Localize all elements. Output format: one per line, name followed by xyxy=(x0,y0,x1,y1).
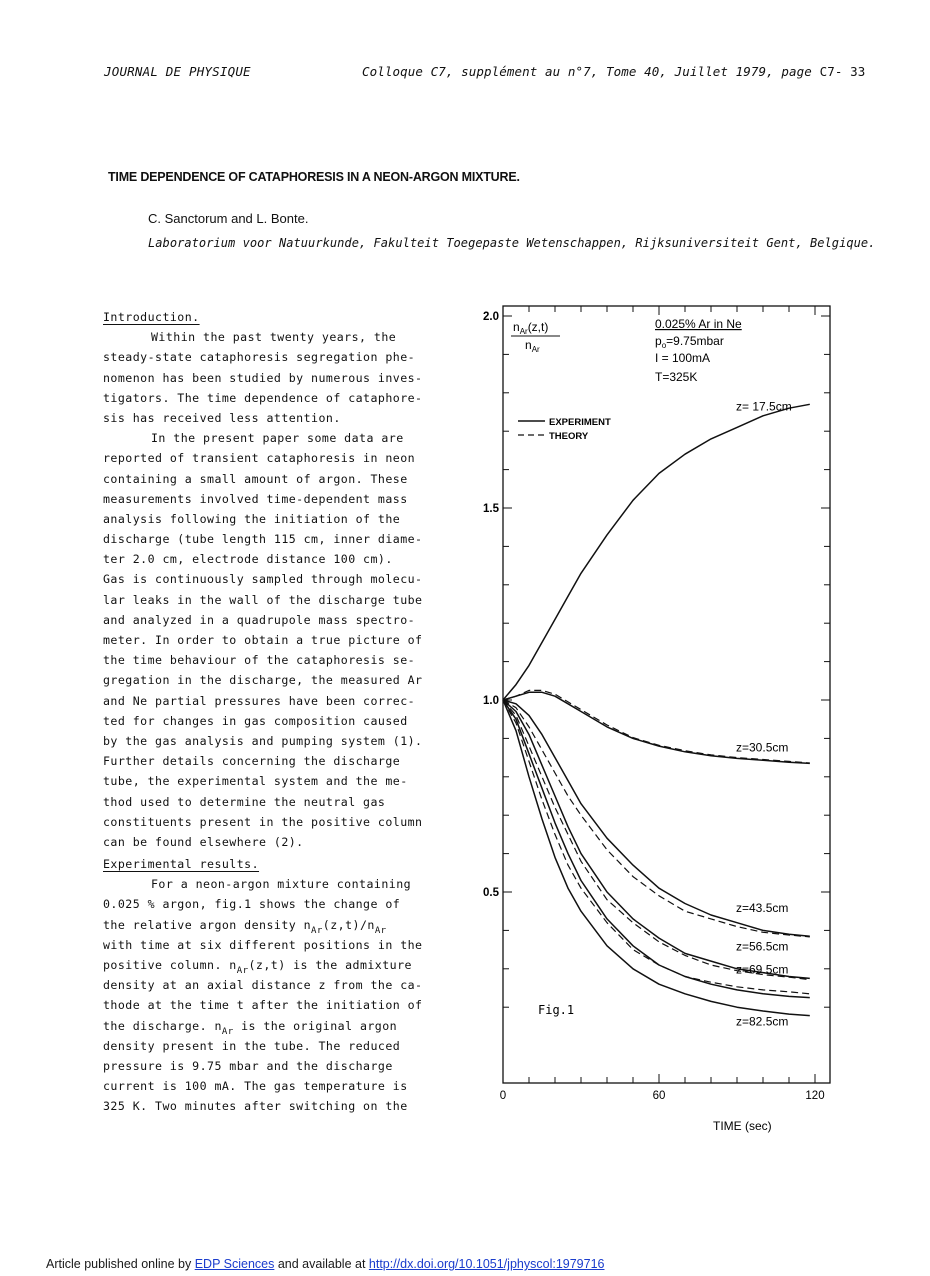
colloque-reference xyxy=(362,64,865,79)
results-line: with time at six different positions in the xyxy=(103,937,423,952)
y-axis-label-denominator: $n_{Ar}$ xyxy=(525,338,540,354)
doi-link[interactable]: http://dx.doi.org/10.1051/jphyscol:1979716 xyxy=(368,1257,605,1271)
data-series xyxy=(503,404,810,1015)
condition-current: I = 100mA xyxy=(655,351,711,365)
edp-sciences-link[interactable]: EDP Sciences xyxy=(194,1257,275,1271)
affiliation: Laboratorium voor Natuurkunde, Fakulteit Toegepaste Wetenschappen, Rijksuniversiteit Gent, Belgique. xyxy=(148,236,876,250)
results-text: the relative argon density n xyxy=(103,917,312,932)
x-axis-label: TIME (sec) xyxy=(713,1119,772,1133)
results-line: 0.025 % argon, fig.1 shows the change of xyxy=(103,897,401,912)
paragraph-line: Within the past twenty years, the xyxy=(151,330,397,345)
results-line xyxy=(103,955,463,975)
results-heading: Experimental results. xyxy=(103,857,260,872)
paragraph-line: constituents present in the positive column xyxy=(103,814,423,829)
paragraph-line: lar leaks in the wall of the discharge tube xyxy=(103,592,423,607)
paragraph-line: tube, the experimental system and the me- xyxy=(103,774,408,789)
legend-theory-label: THEORY xyxy=(549,431,589,442)
paragraph-line: can be found elsewhere (2). xyxy=(103,834,304,849)
paragraph-line: gregation in the discharge, the measured Ar xyxy=(103,673,423,688)
footer-text: and available at xyxy=(274,1257,369,1271)
figure-1-chart xyxy=(470,298,850,1148)
paragraph-line: In the present paper some data are xyxy=(151,431,404,446)
results-text: (z,t)/n xyxy=(322,917,375,932)
results-line: current is 100 mA. The gas temperature is xyxy=(103,1079,408,1094)
curve-label: z=69.5cm xyxy=(736,962,789,977)
curve-label: z=82.5cm xyxy=(736,1014,789,1029)
subscript-ar: Ar xyxy=(236,966,249,976)
intro-paragraph-2 xyxy=(103,428,463,852)
condition-temperature: T=325K xyxy=(655,370,698,384)
intro-heading: Introduction. xyxy=(103,310,200,324)
paragraph-line: steady-state cataphoresis segregation phe- xyxy=(103,350,416,365)
paragraph-line: thod used to determine the neutral gas xyxy=(103,794,386,809)
paragraph-line: the time behaviour of the cataphoresis se- xyxy=(103,653,416,668)
y-tick-label: 1.5 xyxy=(483,503,499,515)
subscript-ar: Ar xyxy=(221,1026,234,1037)
paragraph-line: Gas is continuously sampled through molecu- xyxy=(103,572,423,587)
figure-label: Fig.1 xyxy=(538,1003,575,1017)
y-tick-label: 2.0 xyxy=(483,311,499,323)
authors: C. Sanctorum and L. Bonte. xyxy=(148,211,309,226)
paragraph-line: sis has received less attention. xyxy=(103,410,341,425)
paragraph-line: tigators. The time dependence of cataphore- xyxy=(103,390,423,405)
results-line: thode at the time t after the initiation of xyxy=(103,998,423,1013)
results-text: positive column. n xyxy=(103,958,237,972)
results-text: the discharge. n xyxy=(103,1018,222,1033)
results-line: pressure is 9.75 mbar and the discharge xyxy=(103,1058,393,1073)
results-line: For a neon-argon mixture containing xyxy=(151,877,412,892)
journal-name: JOURNAL DE PHYSIQUE xyxy=(104,64,251,79)
paragraph-line: nomenon has been studied by numerous inves- xyxy=(103,370,423,385)
subscript-ar: Ar xyxy=(311,925,323,936)
paragraph-line: and Ne partial pressures have been correc- xyxy=(103,693,416,708)
curve-label: z=30.5cm xyxy=(736,740,789,755)
paragraph-line: meter. In order to obtain a true picture of xyxy=(103,633,423,647)
curve-label: z= 17.5cm xyxy=(736,399,792,414)
condition-pressure: $p_o=9.75mbar$ xyxy=(655,334,724,350)
paper-title: TIME DEPENDENCE OF CATAPHORESIS IN A NEON-ARGON MIXTURE. xyxy=(108,170,520,184)
y-tick-label: 0.5 xyxy=(483,887,499,899)
results-text: is the original argon xyxy=(233,1018,398,1033)
paragraph-line: measurements involved time-dependent mass xyxy=(103,491,408,506)
results-text: (z,t) is the admixture xyxy=(248,958,412,972)
results-line xyxy=(103,915,463,935)
results-line: 325 K. Two minutes after switching on the xyxy=(103,1099,408,1114)
y-tick-label: 1.0 xyxy=(483,695,499,707)
condition-mixture: 0.025% Ar in Ne xyxy=(655,317,742,331)
x-tick-label: 120 xyxy=(805,1090,825,1102)
results-line: density at an axial distance z from the ca- xyxy=(103,978,423,993)
paragraph-line: reported of transient cataphoresis in neon xyxy=(103,451,416,466)
body-column xyxy=(103,307,463,1117)
results-line xyxy=(103,1016,463,1036)
colloque-text: Colloque C7, supplément au n°7, Tome 40, Juillet 1979, page xyxy=(362,64,812,79)
paragraph-line: containing a small amount of argon. These xyxy=(103,471,408,486)
intro-paragraph-1 xyxy=(103,327,463,428)
y-axis-label-numerator: $n_{Ar}(z,t)$ xyxy=(513,320,549,336)
legend-experiment-label: EXPERIMENT xyxy=(549,417,611,428)
x-tick-label: 0 xyxy=(499,1090,507,1102)
subscript-ar: Ar xyxy=(374,925,387,936)
series-experiment xyxy=(503,404,810,700)
paragraph-line: by the gas analysis and pumping system (1). xyxy=(103,733,423,748)
paragraph-line: ter 2.0 cm, electrode distance 100 cm). xyxy=(103,552,393,567)
page-number: C7- 33 xyxy=(819,64,866,79)
paragraph-line: analysis following the initiation of the xyxy=(103,511,401,526)
paragraph-line: and analyzed in a quadrupole mass spectro- xyxy=(103,612,416,627)
results-line: density present in the tube. The reduced xyxy=(103,1038,401,1053)
footer-text: Article published online by xyxy=(46,1257,195,1271)
paragraph-line: discharge (tube length 115 cm, inner diame- xyxy=(103,532,423,547)
x-tick-label: 60 xyxy=(652,1090,666,1102)
publication-footer xyxy=(46,1257,604,1271)
paragraph-line: Further details concerning the discharge xyxy=(103,754,401,769)
paragraph-line: ted for changes in gas composition caused xyxy=(103,713,408,728)
curve-label: z=43.5cm xyxy=(736,901,789,916)
curve-label: z=56.5cm xyxy=(736,939,789,954)
